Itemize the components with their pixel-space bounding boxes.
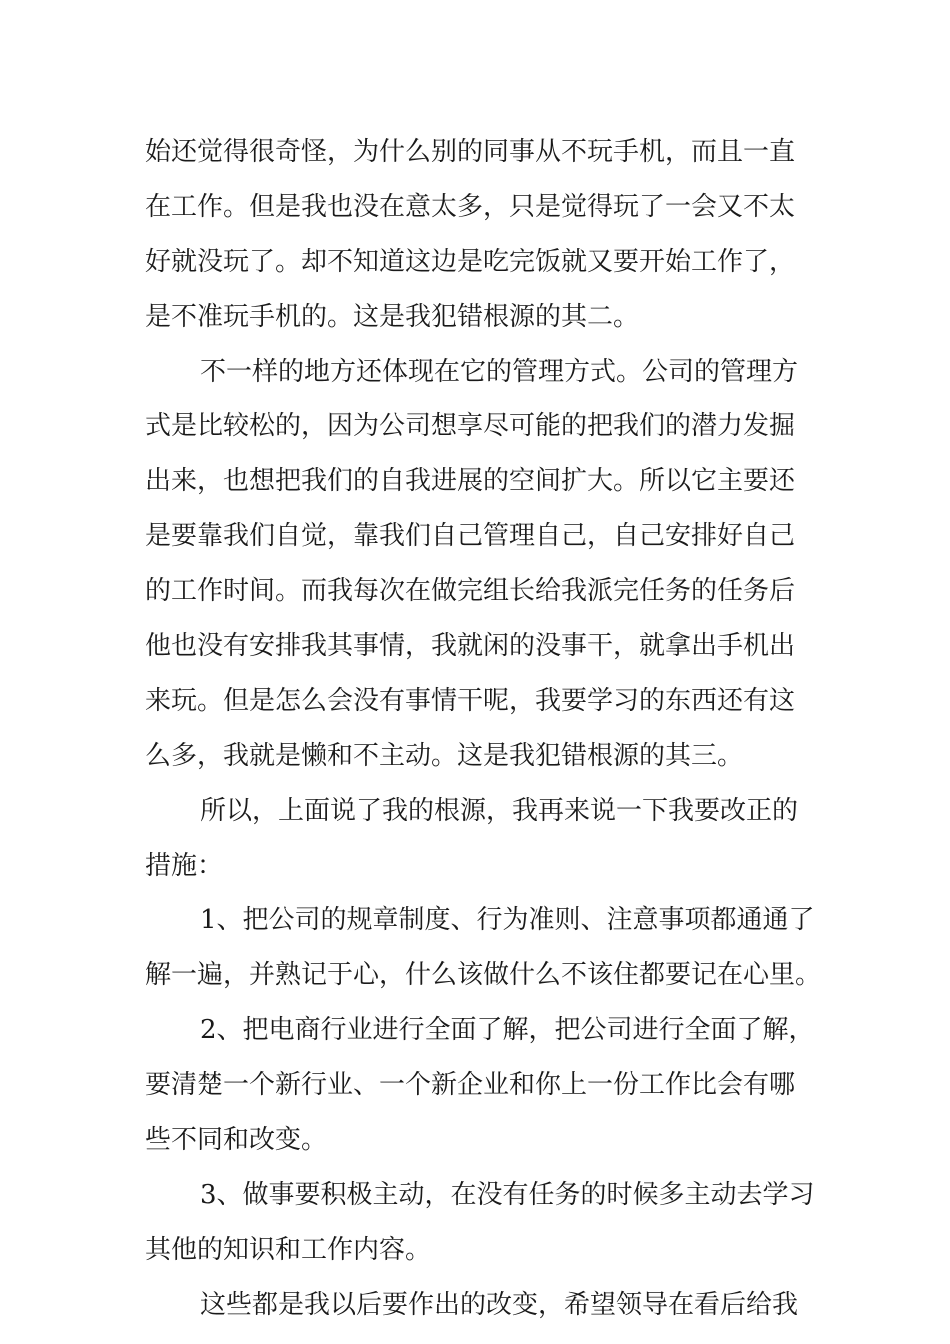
text-line: 要清楚一个新行业、一个新企业和你上一份工作比会有哪 [145,1070,796,1101]
paragraph-first-line: 不一样的地方还体现在它的管理方式。公司的管理方 [200,356,799,387]
text-line: 来玩。但是怎么会没有事情干呢，我要学习的东西还有这 [145,685,796,716]
text-line: 措施： [145,850,224,881]
text-line: 在工作。但是我也没在意太多，只是觉得玩了一会又不太 [145,191,796,222]
paragraph-first-line: 所以，上面说了我的根源，我再来说一下我要改正的 [200,795,799,826]
paragraph-first-line: 2、把电商行业进行全面了解，把公司进行全面了解， [200,1015,815,1046]
text-line: 出来，也想把我们的自我进展的空间扩大。所以它主要还 [145,466,796,497]
text-line: 好就没玩了。却不知道这边是吃完饭就又要开始工作了， [145,246,796,277]
text-line: 始还觉得很奇怪，为什么别的同事从不玩手机，而且一直 [145,137,796,167]
document-body [145,125,822,1333]
text-line: 么多，我就是懒和不主动。这是我犯错根源的其三。 [145,740,744,771]
paragraph-first-line: 这些都是我以后要作出的改变，希望领导在看后给我 [200,1289,799,1320]
text-line: 是要靠我们自觉，靠我们自己管理自己，自己安排好自己 [145,521,796,552]
text-line: 是不准玩手机的。这是我犯错根源的其二。 [145,301,640,332]
text-line: 其他的知识和工作内容。 [145,1234,432,1265]
text-line: 式是比较松的，因为公司想享尽可能的把我们的潜力发掘 [145,411,796,442]
paragraph-first-line: 1、把公司的规章制度、行为准则、注意事项都通通了 [200,905,815,936]
text-line: 他也没有安排我其事情，我就闲的没事干，就拿出手机出 [145,631,796,662]
paragraph-first-line: 3、做事要积极主动，在没有任务的时候多主动去学习 [200,1179,815,1210]
text-line: 的工作时间。而我每次在做完组长给我派完任务的任务后 [145,576,796,607]
text-line: 些不同和改变。 [145,1125,328,1156]
text-line: 解一遍，并熟记于心，什么该做什么不该住都要记在心里。 [145,960,822,991]
